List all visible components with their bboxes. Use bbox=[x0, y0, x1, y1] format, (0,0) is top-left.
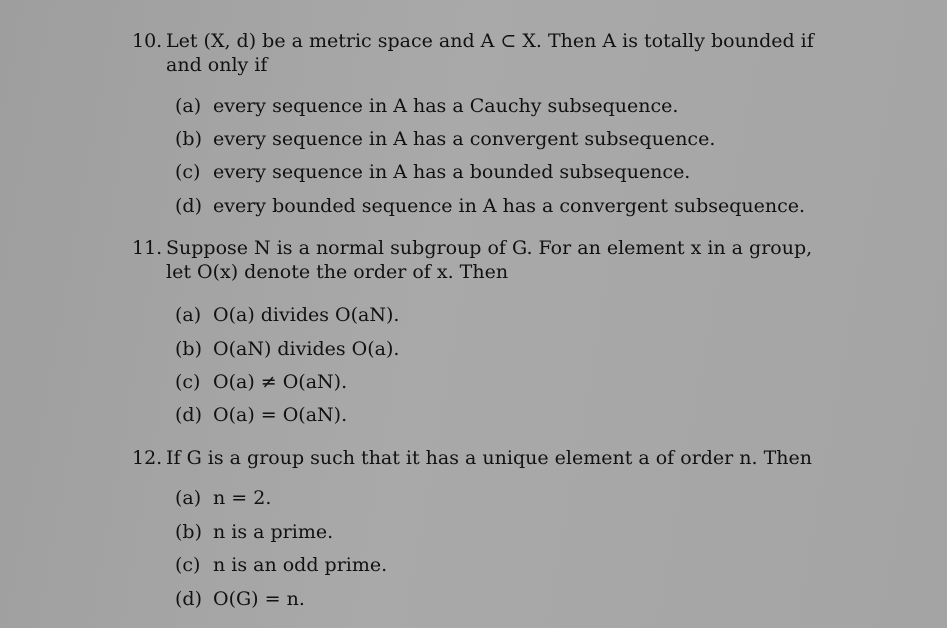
option-label: (b) bbox=[175, 338, 202, 360]
option-10d bbox=[175, 194, 805, 218]
option-text: O(a) ≠ O(aN). bbox=[213, 371, 348, 393]
question-10 bbox=[132, 29, 814, 77]
option-text: O(a) divides O(aN). bbox=[213, 304, 400, 326]
option-text: every bounded sequence in A has a convergent subsequence. bbox=[213, 195, 806, 217]
option-10c bbox=[175, 160, 690, 184]
stem-line: Suppose N is a normal subgroup of G. For an element x in a group, bbox=[166, 237, 813, 259]
option-label: (d) bbox=[175, 404, 202, 426]
option-label: (c) bbox=[175, 554, 201, 576]
question-stem bbox=[166, 446, 812, 470]
question-number: 11. bbox=[132, 237, 163, 259]
option-text: every sequence in A has a Cauchy subsequence. bbox=[213, 95, 679, 117]
stem-line: Let (X, d) be a metric space and A ⊂ X. Then A is totally bounded if bbox=[166, 30, 814, 52]
option-text: n is an odd prime. bbox=[213, 554, 388, 576]
stem-line: If G is a group such that it has a unique element a of order n. Then bbox=[166, 447, 813, 469]
option-text: every sequence in A has a convergent subsequence. bbox=[213, 128, 716, 150]
option-label: (c) bbox=[175, 371, 201, 393]
option-label: (a) bbox=[175, 487, 202, 509]
option-label: (a) bbox=[175, 304, 202, 326]
option-label: (b) bbox=[175, 521, 202, 543]
option-label: (b) bbox=[175, 128, 202, 150]
option-text: O(G) = n. bbox=[213, 588, 305, 610]
question-stem bbox=[166, 236, 812, 284]
option-11b bbox=[175, 337, 399, 361]
question-12 bbox=[132, 446, 812, 470]
option-text: O(aN) divides O(a). bbox=[213, 338, 400, 360]
question-number: 10. bbox=[132, 30, 163, 52]
option-11d bbox=[175, 403, 347, 427]
option-text: every sequence in A has a bounded subsequence. bbox=[213, 161, 691, 183]
option-label: (d) bbox=[175, 195, 202, 217]
option-11c bbox=[175, 370, 347, 394]
option-label: (c) bbox=[175, 161, 201, 183]
option-10b bbox=[175, 127, 715, 151]
option-10a bbox=[175, 94, 678, 118]
stem-line: let O(x) denote the order of x. Then bbox=[166, 261, 509, 283]
option-12b bbox=[175, 520, 333, 544]
option-label: (a) bbox=[175, 95, 202, 117]
option-text: n = 2. bbox=[213, 487, 272, 509]
option-12d bbox=[175, 587, 305, 611]
option-11a bbox=[175, 303, 399, 327]
question-11 bbox=[132, 236, 812, 284]
option-12a bbox=[175, 486, 271, 510]
question-stem bbox=[166, 29, 814, 77]
stem-line: and only if bbox=[166, 54, 268, 76]
option-12c bbox=[175, 553, 387, 577]
option-text: O(a) = O(aN). bbox=[213, 404, 348, 426]
question-number: 12. bbox=[132, 447, 163, 469]
option-text: n is a prime. bbox=[213, 521, 334, 543]
option-label: (d) bbox=[175, 588, 202, 610]
